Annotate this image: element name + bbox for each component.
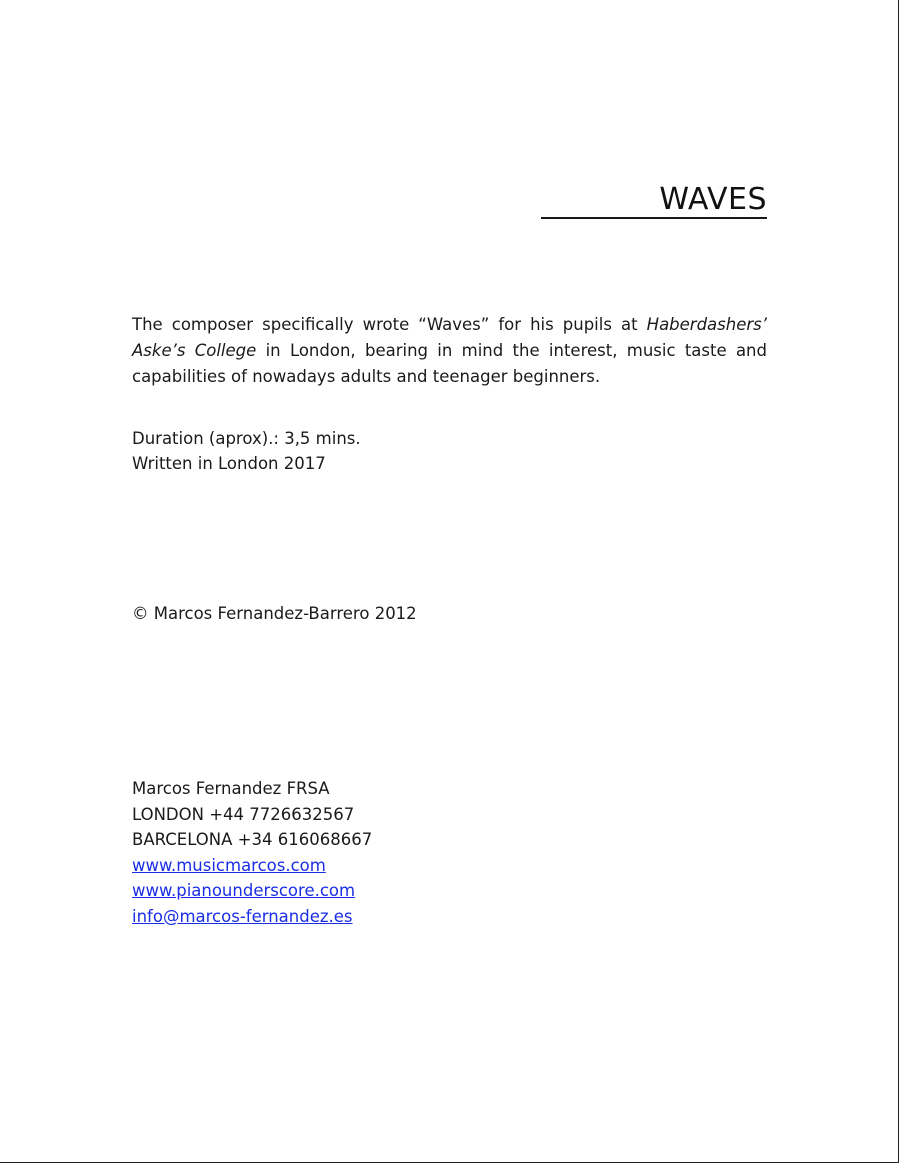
piece-meta (132, 426, 361, 476)
intro-paragraph (132, 312, 767, 390)
intro-text-end: in London, bearing in mind the interest, music taste and capabilities of nowadays adults and teenager beginners. (132, 341, 767, 386)
school-name: Haberdashers’ Aske’s College (132, 315, 767, 360)
page-title: WAVES (541, 183, 767, 219)
link-pianounderscore[interactable]: www.pianounderscore.com (132, 881, 356, 900)
contact-block (132, 776, 372, 929)
written-line: Written in London 2017 (132, 454, 326, 473)
intro-text-start: The composer specifically wrote “Waves” for his pupils at (132, 315, 647, 334)
contact-name: Marcos Fernandez FRSA (132, 779, 330, 798)
link-musicmarcos[interactable]: www.musicmarcos.com (132, 855, 326, 875)
copyright-notice: © Marcos Fernandez-Barrero 2012 (132, 604, 417, 623)
contact-phone-barcelona: BARCELONA +34 616068667 (132, 830, 373, 849)
duration-line: Duration (aprox).: 3,5 mins. (132, 429, 361, 448)
contact-phone-london: LONDON +44 7726632567 (132, 804, 355, 824)
link-email[interactable]: info@marcos-fernandez.es (132, 906, 353, 926)
